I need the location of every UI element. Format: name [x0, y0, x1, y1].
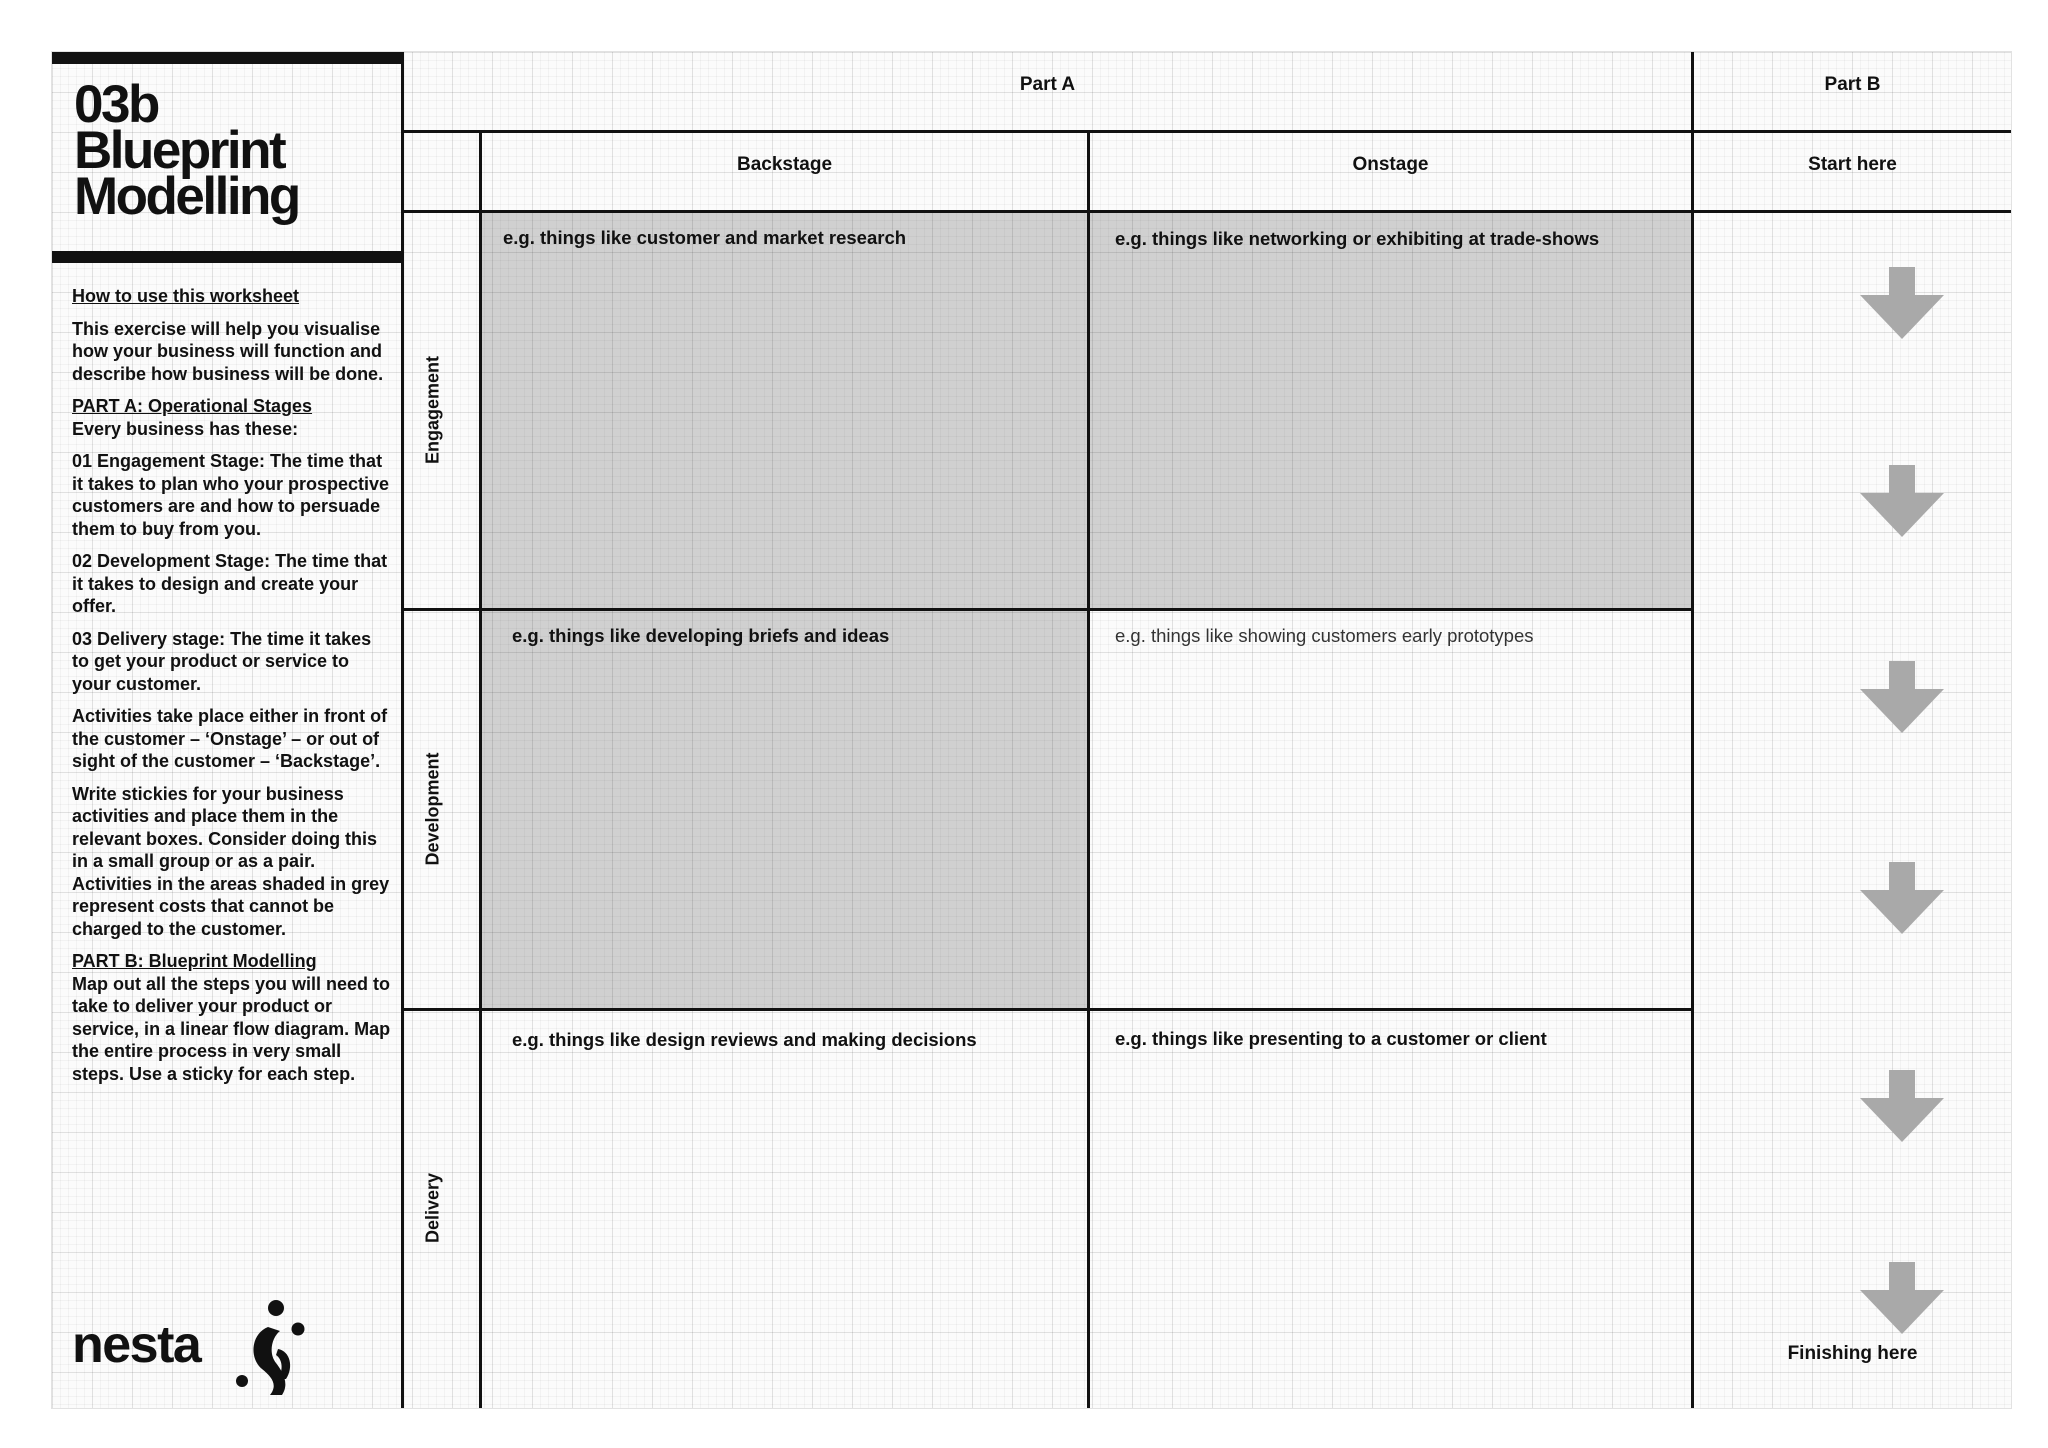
worksheet	[51, 51, 2012, 1409]
finishing-here-label: Finishing here	[1787, 1343, 1918, 1364]
how-to-intro: This exercise will help you visualise how your business will function and describe how business will be done.	[72, 318, 384, 384]
header-rule-2	[401, 210, 2011, 213]
header-rule-1	[401, 130, 2011, 133]
down-arrow-icon	[1860, 661, 1944, 733]
engagement-backstage-example: e.g. things like customer and market research	[503, 227, 907, 248]
title-line-3: Modelling	[74, 167, 299, 226]
down-arrow-icon	[1860, 862, 1944, 934]
part-b-header: Part B	[1824, 74, 1881, 95]
title-line-2: Blueprint	[74, 121, 285, 180]
stickies-text: Write stickies for your business activities and place them in the relevant boxes. Consider doing this in a small group or as a pair. Activities in the areas shaded in grey represent costs that cannot be charged to the customer.	[72, 783, 390, 939]
backstage-onstage-divider	[1087, 131, 1090, 1408]
engagement-label: Engagement	[422, 355, 443, 465]
delivery-onstage-example: e.g. things like presenting to a customer or client	[1115, 1028, 1547, 1049]
backstage-header: Backstage	[736, 154, 833, 175]
part-a-header: Part A	[1019, 74, 1076, 95]
part-b-text: Map out all the steps you will need to take to deliver your product or service, in a linear flow diagram. Map the entire process in very small steps. Use a sticky for each step.	[72, 973, 391, 1084]
part-b-divider	[1691, 52, 1694, 1408]
part-b-heading: PART B: Blueprint Modelling	[72, 951, 317, 971]
title-line-1: 03b	[74, 75, 158, 134]
label-column-divider	[479, 131, 482, 1408]
how-to-heading: How to use this worksheet	[72, 286, 300, 306]
shade-engagement-onstage	[1089, 213, 1693, 609]
stage-3-text: 03 Delivery stage: The time it takes to get your product or service to your customer.	[72, 628, 372, 694]
down-arrow-icon	[1860, 465, 1944, 537]
start-here-header: Start here	[1808, 154, 1897, 175]
engagement-onstage-example: e.g. things like networking or exhibiting at trade-shows	[1115, 228, 1600, 249]
title-top-rule	[52, 52, 404, 64]
down-arrow-icon	[1860, 1262, 1944, 1334]
activities-text: Activities take place either in front of the customer – ‘Onstage’ – or out of sight of the customer – ‘Backstage’.	[72, 706, 388, 771]
delivery-label: Delivery	[422, 1172, 443, 1244]
page-title	[74, 75, 394, 226]
sidebar-divider	[401, 52, 404, 1408]
row-rule-2	[401, 1008, 1693, 1011]
down-arrow-icon	[1860, 1070, 1944, 1142]
delivery-backstage-example: e.g. things like design reviews and making decisions	[512, 1029, 977, 1050]
part-a-heading: PART A: Operational Stages	[72, 396, 313, 416]
shade-development-backstage	[481, 609, 1089, 1009]
part-a-intro: Every business has these:	[72, 418, 299, 439]
development-label: Development	[422, 752, 443, 866]
stage-1-text: 01 Engagement Stage: The time that it takes to plan who your prospective customers are and how to persuade them to buy from you.	[72, 451, 390, 539]
stage-2-text: 02 Development Stage: The time that it takes to design and create your offer.	[72, 551, 388, 616]
logo-wordmark: nesta	[72, 1316, 201, 1374]
instructions	[72, 285, 392, 1095]
down-arrow-icon	[1860, 267, 1944, 339]
development-onstage-example: e.g. things like showing customers early prototypes	[1115, 625, 1534, 646]
title-bottom-rule	[52, 251, 404, 263]
logo-mark-icon	[232, 1297, 312, 1397]
onstage-header: Onstage	[1352, 154, 1429, 175]
row-rule-1	[401, 608, 1693, 611]
development-backstage-example: e.g. things like developing briefs and ideas	[512, 625, 890, 646]
shade-engagement-backstage	[481, 213, 1089, 609]
